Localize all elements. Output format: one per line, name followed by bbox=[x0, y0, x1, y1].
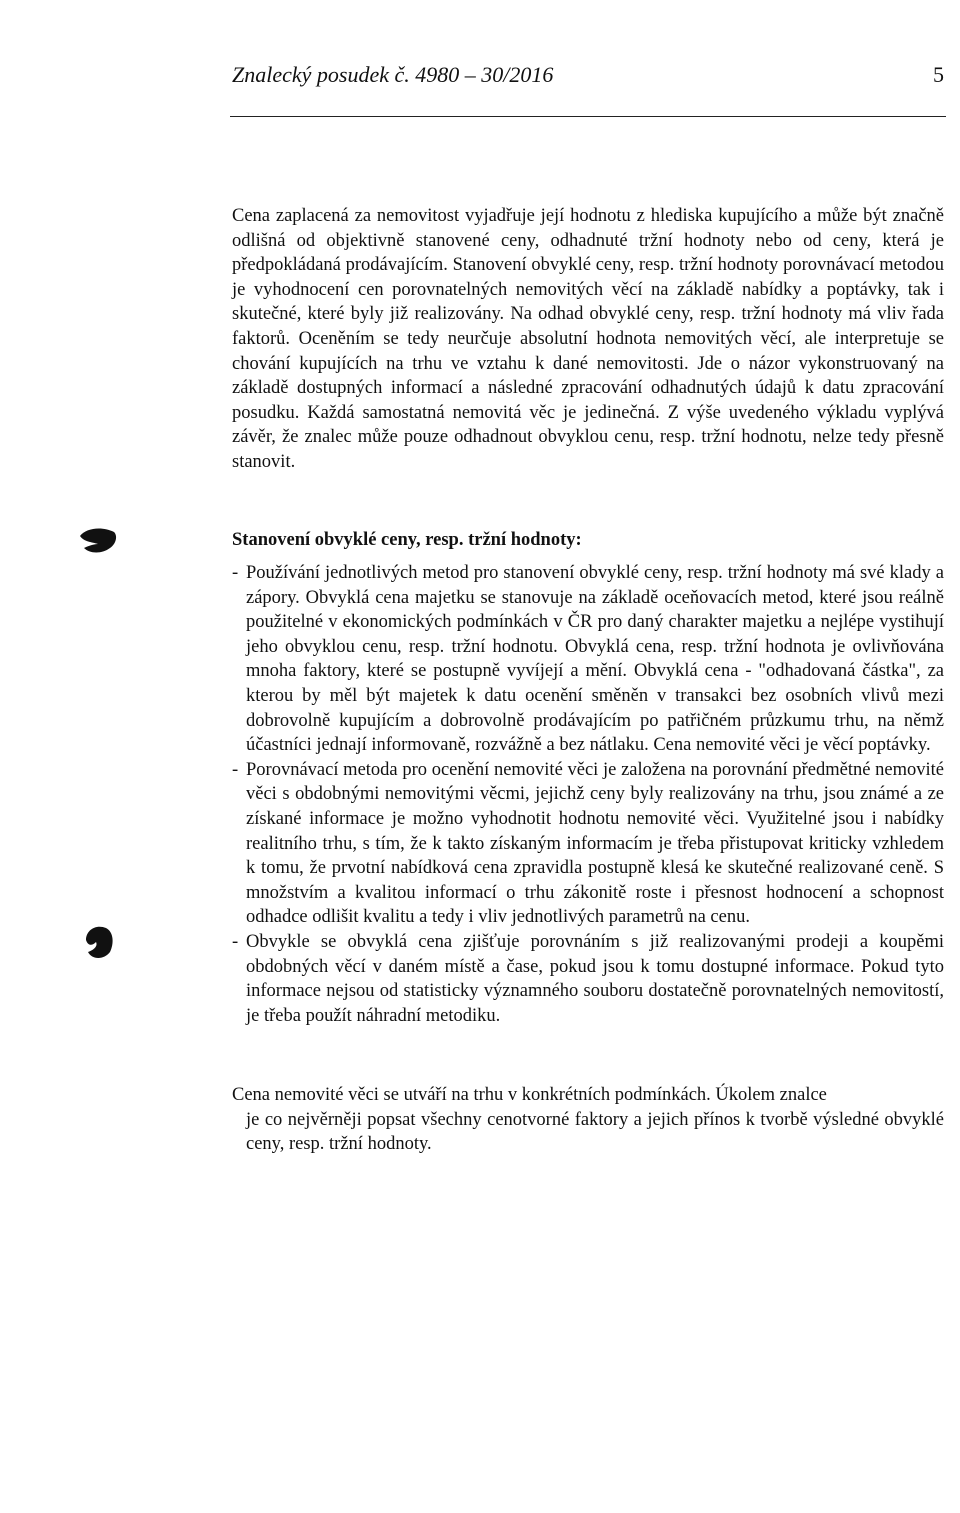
punch-hole-mark bbox=[80, 922, 116, 962]
list-item-text: Porovnávací metoda pro ocenění nemovité věci je založena na porovnání předmětné nemovité věci s obdobnými nemovitými věcmi, jejichž ceny byly realizovány na trhu, jsou známé a ze získané informace je možno vyhodnotit hodnotu nemovité věci. Využitelné jsou i nabídky realitního trhu, s tím, že k takto získaným informacím je třeba přistupovat kriticky vzhledem k tomu, že prvotní nabídková cena zpravidla postupně klesá ke skutečné realizované ceně. S množstvím a kvalitou informací o trhu zákonitě roste i přesnost hodnocení a schopnost odhadce odlišit kvalitu a tedy i vliv jednotlivých parametrů na cenu. bbox=[246, 759, 944, 928]
method-list bbox=[232, 561, 944, 1028]
intro-section bbox=[232, 204, 944, 475]
list-dash: - bbox=[232, 759, 239, 780]
closing-text: je co nejvěrněji popsat všechny cenotvorné faktory a jejich přínos k tvorbě výsledné obvyklé ceny, resp. tržní hodnoty. bbox=[246, 1109, 944, 1155]
list-item bbox=[232, 930, 944, 1028]
list-item-text: Obvykle se obvyklá cena zjišťuje porovnáním s již realizovanými prodeji a koupěmi obdobných věcí v daném místě a čase, pokud jsou k tomu dostupné informace. Pokud tyto informace nejsou od statisticky významného souboru dostatečně porovnatelných nemovitostí, je třeba použít náhradní metodiku. bbox=[246, 931, 944, 1026]
closing-paragraph bbox=[232, 1083, 944, 1157]
punch-hole-mark bbox=[76, 522, 120, 558]
list-item bbox=[232, 758, 944, 930]
list-item-text: Používání jednotlivých metod pro stanovení obvyklé ceny, resp. tržní hodnoty má své klady a zápory. Obvyklá cena majetku se stanovuje na základě oceňovacích metod, které jsou reálně použitelné v ekonomických podmínkách v ČR pro daný charakter majetku a nejlépe vystihují jeho obvyklou cenu, resp. tržní hodnotu. Obvyklá cena, resp. tržní hodnota je ovlivňována mnoha faktory, které se postupně vyvíjejí a mění. Obvyklá cena - "odhadovaná částka", za kterou by měl být majetek k datu ocenění směněn v transakci bez osobních vlivů mezi dobrovolně kupujícím a dobrovolně prodávajícím po patřičném průzkumu trhu, na němž účastníci jednají informovaně, rozvážně a bez nátlaku. Cena nemovité věci je věcí poptávky. bbox=[246, 563, 944, 756]
intro-paragraph: Cena zaplacená za nemovitost vyjadřuje její hodnotu z hlediska kupujícího a může být značně odlišná od objektivně stanovené ceny, odhadnuté tržní hodnoty nebo od ceny, která je předpokládaná prodávajícím. Stanovení obvyklé ceny, resp. tržní hodnoty porovnávací metodou je vyhodnocení cen porovnatelných nemovitých věcí na základě nabídky a poptávky, tak i skutečné, které byly již realizovány. Na odhad obvyklé ceny, resp. tržní hodnoty má vliv řada faktorů. Oceněním se tedy neurčuje absolutní hodnota nemovitých věcí, ale interpretuje se chování kupujících na trhu ve vztahu k dané nemovitosti. Jde o názor vykonstruovaný na základě dostupných informací a následné zpracování odhadnutých údajů k datu zpracování posudku. Každá samostatná nemovitá věc je jedinečná. Z výše uvedeného výkladu vyplývá závěr, že znalec může pouze odhadnout obvyklou cenu, resp. tržní hodnotu, nelze tedy přesně stanovit. bbox=[232, 206, 944, 472]
list-item bbox=[232, 561, 944, 758]
section-heading: Stanovení obvyklé ceny, resp. tržní hodnoty: bbox=[232, 530, 582, 550]
document-title: Znalecký posudek č. 4980 – 30/2016 bbox=[232, 62, 554, 87]
closing-line: Cena nemovité věci se utváří na trhu v konkrétních podmínkách. Úkolem znalce bbox=[232, 1085, 827, 1105]
list-dash: - bbox=[232, 563, 239, 583]
list-dash: - bbox=[232, 931, 239, 952]
header-rule bbox=[230, 116, 946, 117]
page-number: 5 bbox=[933, 62, 944, 87]
